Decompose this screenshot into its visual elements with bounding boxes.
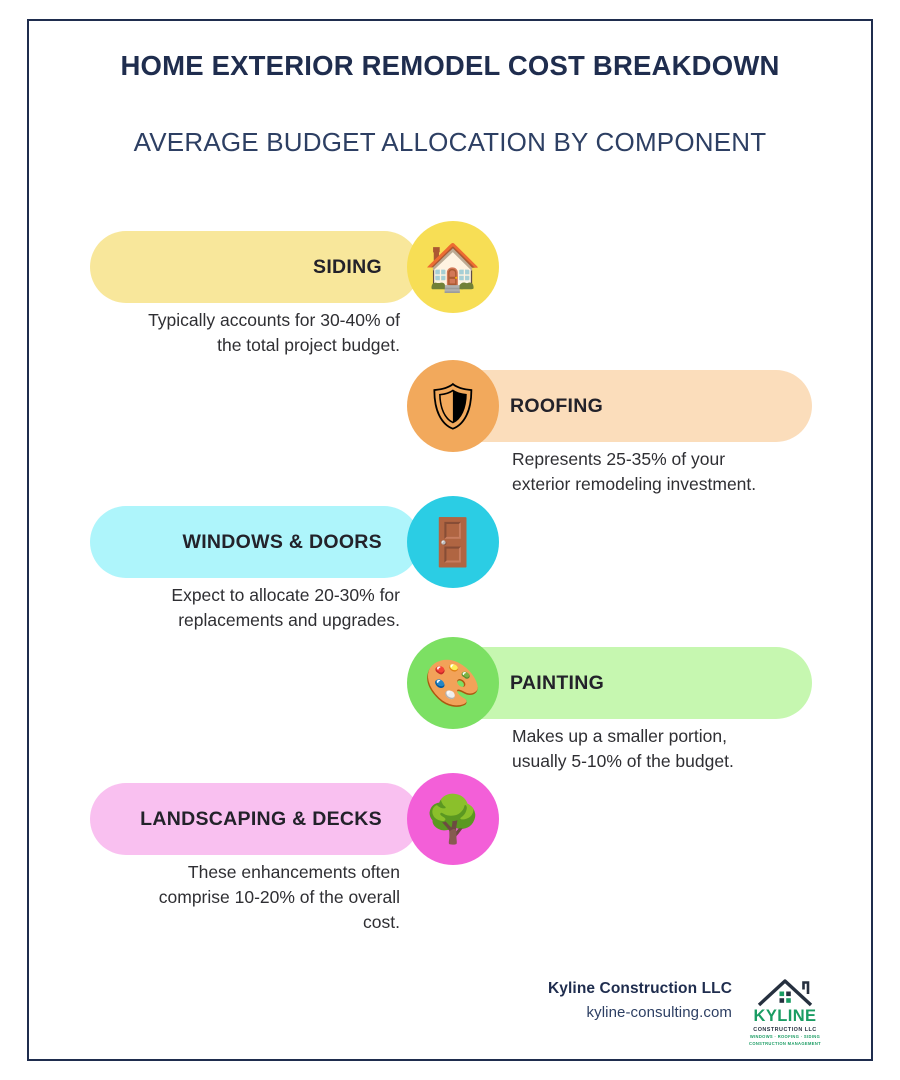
footer-text-block [520, 980, 732, 1021]
logo-house-icon [755, 977, 815, 1007]
component-description: These enhancements often comprise 10-20% of the overall cost. [158, 862, 400, 932]
component-pill[interactable] [90, 783, 420, 855]
logo-subtitle: CONSTRUCTION LLC [753, 1026, 817, 1033]
component-label: LANDSCAPING & DECKS [140, 807, 382, 830]
component-label: ROOFING [510, 394, 604, 417]
component-description: Represents 25-35% of your exterior remodeling investment. [512, 449, 757, 494]
logo-tagline-services: WINDOWS · ROOFING · SIDING [749, 1034, 821, 1039]
door-icon [407, 496, 499, 588]
page-subtitle: AVERAGE BUDGET ALLOCATION BY COMPONENT [133, 127, 767, 157]
door-icon-glyph: 🚪 [424, 515, 482, 569]
house-icon [407, 221, 499, 313]
page-title: HOME EXTERIOR REMODEL COST BREAKDOWN [120, 50, 780, 81]
tree-icon [407, 773, 499, 865]
brand-name: Kyline Construction LLC [548, 980, 732, 997]
logo-wordmark: KYLINE [753, 1007, 817, 1025]
component-pill[interactable] [90, 506, 420, 578]
house-icon-glyph: 🏠 [424, 240, 482, 294]
component-description: Typically accounts for 30-40% of the total project budget. [148, 310, 400, 355]
component-pill[interactable] [90, 231, 420, 303]
palette-icon [407, 637, 499, 729]
brand-website[interactable]: kyline-consulting.com [586, 1004, 732, 1021]
tree-icon-glyph: 🌳 [424, 792, 482, 846]
component-label: SIDING [313, 255, 382, 278]
logo-tagline-management: CONSTRUCTION MANAGEMENT [749, 1040, 821, 1046]
component-description: Expect to allocate 20-30% for replacements and upgrades. [171, 585, 400, 630]
footer-branding [520, 980, 850, 1050]
component-description: Makes up a smaller portion, usually 5-10% of the budget. [512, 726, 734, 771]
component-label: WINDOWS & DOORS [182, 530, 382, 553]
shield-icon-glyph: 🛡 [423, 379, 483, 433]
shield-icon [407, 360, 499, 452]
palette-icon-glyph: 🎨 [424, 656, 482, 710]
kyline-logo [742, 977, 828, 1045]
component-label: PAINTING [510, 671, 605, 694]
